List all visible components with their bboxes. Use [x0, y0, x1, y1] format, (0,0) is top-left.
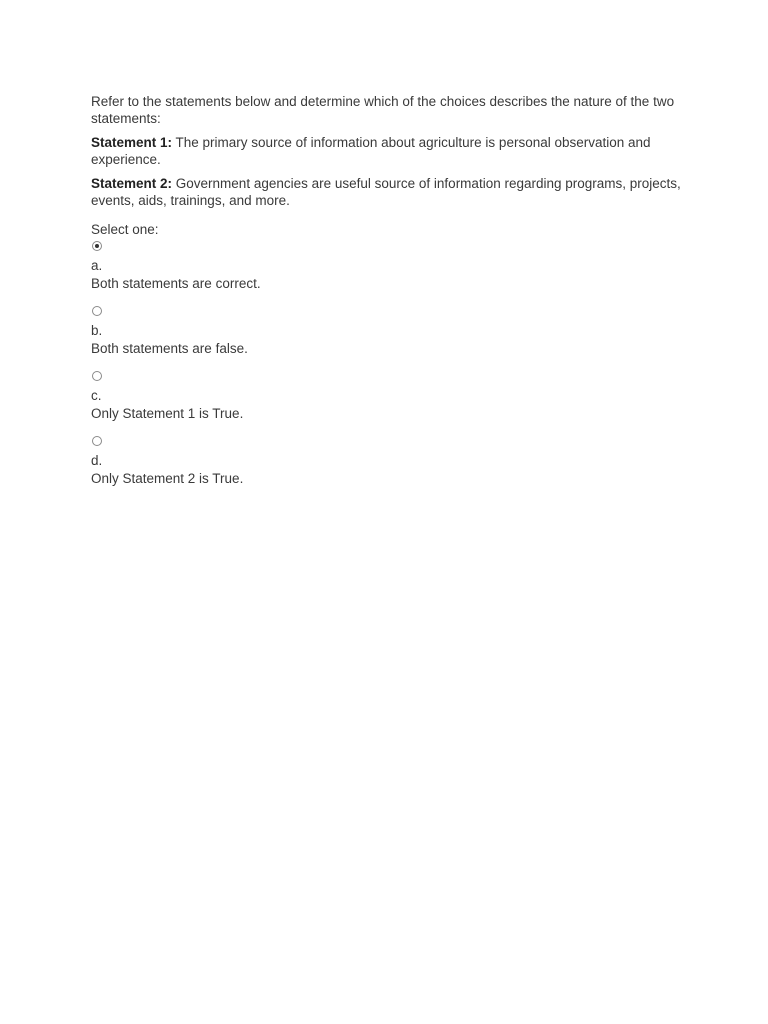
statement-2-text: Government agencies are useful source of information regarding programs, projects, events, aids, trainings, and more. [91, 176, 681, 208]
option-c-text[interactable]: Only Statement 1 is True. [91, 406, 244, 421]
select-one-label: Select one: [91, 222, 159, 237]
statement-2-label: Statement 2: [91, 176, 173, 191]
statement-1-text: The primary source of information about agriculture is personal observation and experience. [91, 135, 651, 167]
option-c-letter: c. [91, 388, 102, 403]
option-b-letter: b. [91, 323, 103, 338]
radio-option-a[interactable] [92, 241, 102, 251]
question-prompt: Refer to the statements below and determine which of the choices describes the nature of the two statements: [91, 94, 675, 126]
answer-option-c[interactable] [91, 371, 681, 423]
option-d-text[interactable]: Only Statement 2 is True. [91, 471, 244, 486]
option-a-text[interactable]: Both statements are correct. [91, 276, 261, 291]
statement-1-label: Statement 1: [91, 135, 173, 150]
quiz-question [91, 93, 681, 501]
option-b-text[interactable]: Both statements are false. [91, 341, 248, 356]
answer-option-a[interactable] [91, 241, 681, 293]
statement-1 [91, 134, 681, 168]
option-d-letter: d. [91, 453, 103, 468]
statement-2 [91, 175, 681, 209]
answer-option-b[interactable] [91, 306, 681, 358]
radio-option-b[interactable] [92, 306, 102, 316]
answer-option-d[interactable] [91, 436, 681, 488]
radio-option-c[interactable] [92, 371, 102, 381]
radio-option-d[interactable] [92, 436, 102, 446]
option-a-letter: a. [91, 258, 103, 273]
